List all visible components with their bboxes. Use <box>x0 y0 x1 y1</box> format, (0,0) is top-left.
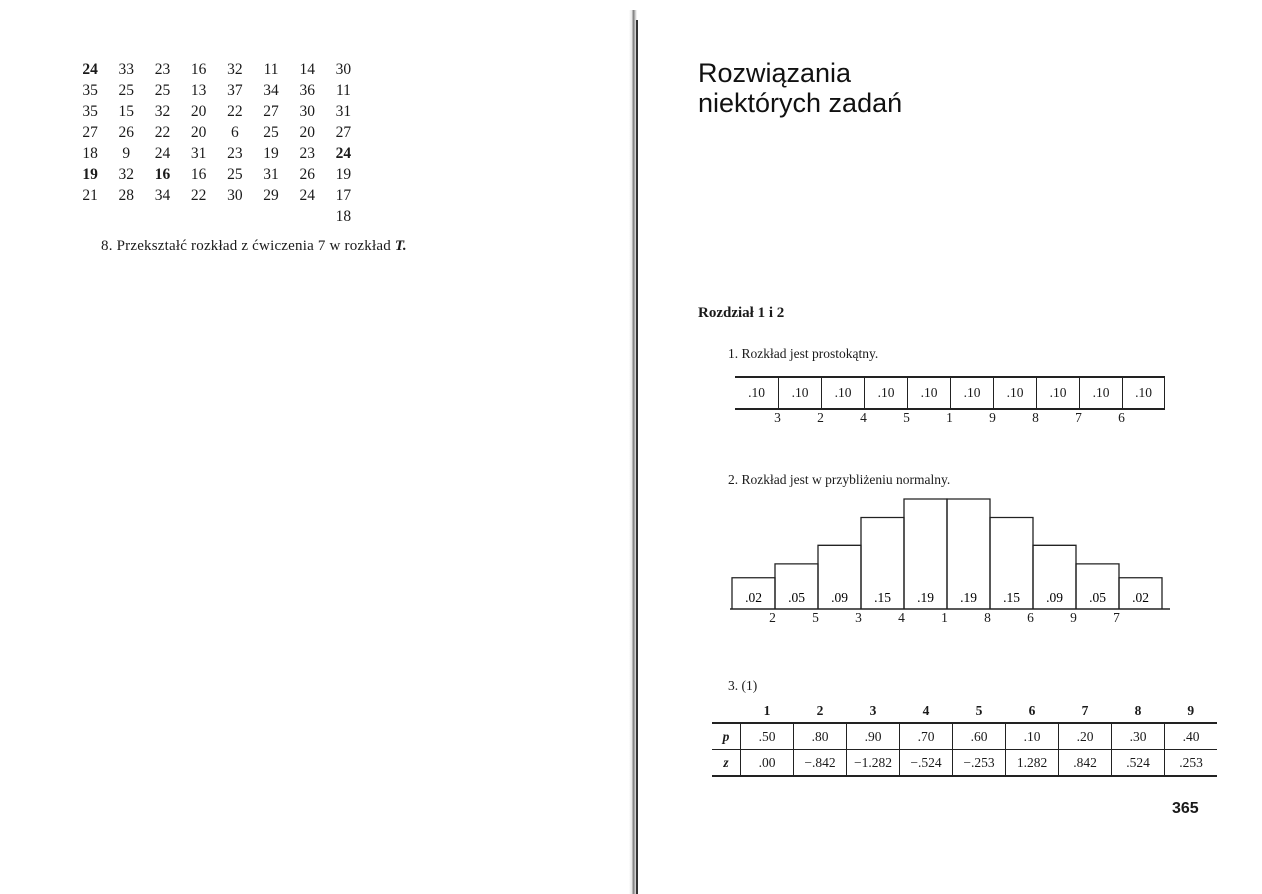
row-label-z: z <box>712 750 741 777</box>
z-value-cell: .842 <box>1059 750 1112 777</box>
rect-axis-label: 6 <box>1118 410 1125 425</box>
row-label-p: p <box>712 723 741 750</box>
number-cell: 24 <box>335 145 352 162</box>
z-value-cell: −.253 <box>953 750 1006 777</box>
histogram-svg <box>730 495 1170 610</box>
table-header-cell: 8 <box>1134 703 1142 718</box>
number-cell: 6 <box>230 124 239 141</box>
rectangular-distribution <box>735 372 1165 410</box>
number-cell: 27 <box>82 124 98 141</box>
p-value-cell: .90 <box>847 723 900 750</box>
left-page <box>0 0 630 894</box>
title-line-2: niektórych zadań <box>698 88 903 118</box>
histogram-bar-label: .19 <box>960 590 977 605</box>
exercise-emphasis: T. <box>394 238 407 254</box>
p-value-cell: .30 <box>1112 723 1165 750</box>
number-row <box>72 101 362 122</box>
rect-value-cell: .10 <box>748 385 765 400</box>
histogram-axis-labels <box>751 610 1138 626</box>
histogram-bar-label: .05 <box>1089 590 1106 605</box>
number-cell: 30 <box>227 187 243 204</box>
number-cell: 31 <box>263 166 279 183</box>
number-cell: 36 <box>299 82 315 99</box>
number-cell <box>289 206 325 227</box>
p-value-cell: .40 <box>1165 723 1218 750</box>
table-corner <box>712 700 741 723</box>
rect-axis-label: 5 <box>903 410 910 425</box>
z-value-cell: .524 <box>1112 750 1165 777</box>
rect-value-cell: .10 <box>1036 378 1079 408</box>
rect-axis-label: 4 <box>860 410 867 425</box>
p-value-cell: .20 <box>1059 723 1112 750</box>
histogram-bar-label: .09 <box>1046 590 1063 605</box>
histogram-axis-label: 9 <box>1070 610 1077 625</box>
number-cell: 17 <box>335 187 352 204</box>
table-header-cell: 7 <box>1081 703 1089 718</box>
number-cell: 23 <box>154 61 171 78</box>
number-cell: 16 <box>190 166 207 183</box>
table-row-p <box>712 723 1217 750</box>
p-value-cell: .80 <box>794 723 847 750</box>
rect-value-cell: .10 <box>950 378 993 408</box>
histogram-axis-label: 8 <box>984 610 991 625</box>
z-value-cell: −1.282 <box>847 750 900 777</box>
number-cell: 25 <box>118 82 135 99</box>
table-header-cell: 9 <box>1187 703 1195 718</box>
histogram-axis-label: 3 <box>855 610 862 625</box>
histogram-bar-label: .15 <box>1003 590 1020 605</box>
number-cell: 34 <box>263 82 279 99</box>
number-cell: 18 <box>82 145 98 162</box>
histogram-bar-label: .05 <box>788 590 805 605</box>
histogram-bar-label: .09 <box>831 590 848 605</box>
number-cell: 24 <box>82 61 98 78</box>
number-row <box>72 185 362 206</box>
number-table <box>72 59 362 227</box>
number-cell: 16 <box>190 61 207 78</box>
number-cell: 24 <box>154 145 171 162</box>
p-value-cell: .70 <box>900 723 953 750</box>
number-cell: 21 <box>82 187 98 204</box>
table-header-cell: 2 <box>816 703 824 718</box>
question-3-label: 3. (1) <box>728 678 758 693</box>
title-line-1: Rozwiązania <box>698 58 852 88</box>
number-cell <box>217 206 253 227</box>
histogram-axis-label: 5 <box>812 610 819 625</box>
number-cell: 37 <box>227 82 243 99</box>
rect-axis-label: 8 <box>1032 410 1039 425</box>
z-value-cell: 1.282 <box>1006 750 1059 777</box>
number-cell: 23 <box>299 145 315 162</box>
histogram-axis-label: 6 <box>1027 610 1034 625</box>
number-cell: 32 <box>118 166 135 183</box>
z-value-cell: −.524 <box>900 750 953 777</box>
exercise-8 <box>101 238 407 255</box>
number-cell: 11 <box>335 82 351 99</box>
z-value-cell: −.842 <box>794 750 847 777</box>
number-cell <box>181 206 217 227</box>
rect-value-cell: .10 <box>993 378 1036 408</box>
number-row <box>72 122 362 143</box>
number-cell: 32 <box>227 61 243 78</box>
question-1-label: 1. Rozkład jest prostokątny. <box>728 346 879 361</box>
number-cell: 26 <box>118 124 135 141</box>
number-cell: 15 <box>118 103 135 120</box>
table-header-cell: 5 <box>975 703 983 718</box>
histogram-bar-label: .15 <box>874 590 891 605</box>
table-header-row <box>712 700 1217 723</box>
number-cell: 22 <box>227 103 243 120</box>
number-cell <box>144 206 180 227</box>
number-cell: 31 <box>335 103 352 120</box>
z-value-cell: .253 <box>1165 750 1218 777</box>
number-cell: 19 <box>82 166 98 183</box>
histogram-bar-label: .02 <box>745 590 762 605</box>
section-heading: Rozdział 1 i 2 <box>698 305 785 321</box>
right-page <box>640 0 1262 894</box>
number-cell: 18 <box>335 208 352 225</box>
table-header-cell: 4 <box>922 703 930 718</box>
number-cell: 16 <box>154 166 171 183</box>
number-cell <box>253 206 289 227</box>
histogram-axis-label: 2 <box>769 610 776 625</box>
number-row <box>72 164 362 185</box>
number-cell: 31 <box>190 145 207 162</box>
rect-cells <box>735 378 1165 408</box>
histogram-axis-label: 7 <box>1113 610 1120 625</box>
table-header-cell: 1 <box>763 703 771 718</box>
number-cell: 30 <box>335 61 352 78</box>
rect-axis-labels <box>756 410 1143 426</box>
rect-value-cell: .10 <box>864 378 907 408</box>
number-cell: 25 <box>154 82 171 99</box>
normal-histogram <box>730 495 1170 610</box>
rect-axis-label: 1 <box>946 410 953 425</box>
page-number: 365 <box>1172 800 1199 817</box>
number-cell: 32 <box>154 103 171 120</box>
spine-line <box>636 20 638 894</box>
number-cell: 26 <box>299 166 315 183</box>
rect-value-cell: .10 <box>1079 378 1122 408</box>
p-value-cell: .10 <box>1006 723 1059 750</box>
number-cell: 23 <box>227 145 243 162</box>
number-row <box>72 59 362 80</box>
number-cell: 27 <box>263 103 279 120</box>
number-row <box>72 80 362 101</box>
rect-value-cell: .10 <box>1122 378 1165 408</box>
number-cell: 24 <box>299 187 315 204</box>
number-cell: 25 <box>263 124 279 141</box>
z-value-cell: .00 <box>741 750 794 777</box>
number-cell: 30 <box>299 103 315 120</box>
exercise-text: 8. Przekształć rozkład z ćwiczenia 7 w rozkład <box>101 238 395 254</box>
number-cell: 35 <box>82 82 98 99</box>
histogram-bar-label: .19 <box>917 590 934 605</box>
number-cell: 11 <box>263 61 279 78</box>
number-cell: 9 <box>122 145 131 162</box>
rect-axis-label: 7 <box>1075 410 1082 425</box>
histogram-axis-label: 1 <box>941 610 948 625</box>
number-cell: 22 <box>154 124 171 141</box>
rect-axis-label: 3 <box>774 410 781 425</box>
page-title <box>698 58 902 118</box>
p-value-cell: .60 <box>953 723 1006 750</box>
table-header-cell: 3 <box>869 703 877 718</box>
number-cell: 20 <box>190 103 207 120</box>
table-row-z <box>712 750 1217 777</box>
number-cell: 33 <box>118 61 135 78</box>
histogram-bar-label: .02 <box>1132 590 1149 605</box>
pz-table <box>712 700 1217 777</box>
number-cell: 34 <box>154 187 171 204</box>
rect-value-cell: .10 <box>778 378 821 408</box>
number-cell <box>72 206 108 227</box>
p-value-cell: .50 <box>741 723 794 750</box>
rect-axis-label: 2 <box>817 410 824 425</box>
number-cell: 19 <box>335 166 352 183</box>
table-header-cell: 6 <box>1028 703 1036 718</box>
number-cell: 19 <box>263 145 279 162</box>
number-row <box>72 206 362 227</box>
rect-axis-label: 9 <box>989 410 996 425</box>
question-2-label: 2. Rozkład jest w przybliżeniu normalny. <box>728 472 951 487</box>
number-cell: 35 <box>82 103 98 120</box>
number-cell <box>108 206 144 227</box>
number-cell: 13 <box>190 82 207 99</box>
rect-value-cell: .10 <box>907 378 950 408</box>
number-cell: 25 <box>227 166 243 183</box>
rect-value-cell: .10 <box>821 378 864 408</box>
number-cell: 22 <box>190 187 207 204</box>
number-cell: 20 <box>190 124 207 141</box>
histogram-axis-label: 4 <box>898 610 905 625</box>
number-cell: 14 <box>299 61 315 78</box>
number-cell: 20 <box>299 124 315 141</box>
number-row <box>72 143 362 164</box>
number-cell: 27 <box>335 124 352 141</box>
number-cell: 29 <box>263 187 279 204</box>
number-cell: 28 <box>118 187 135 204</box>
